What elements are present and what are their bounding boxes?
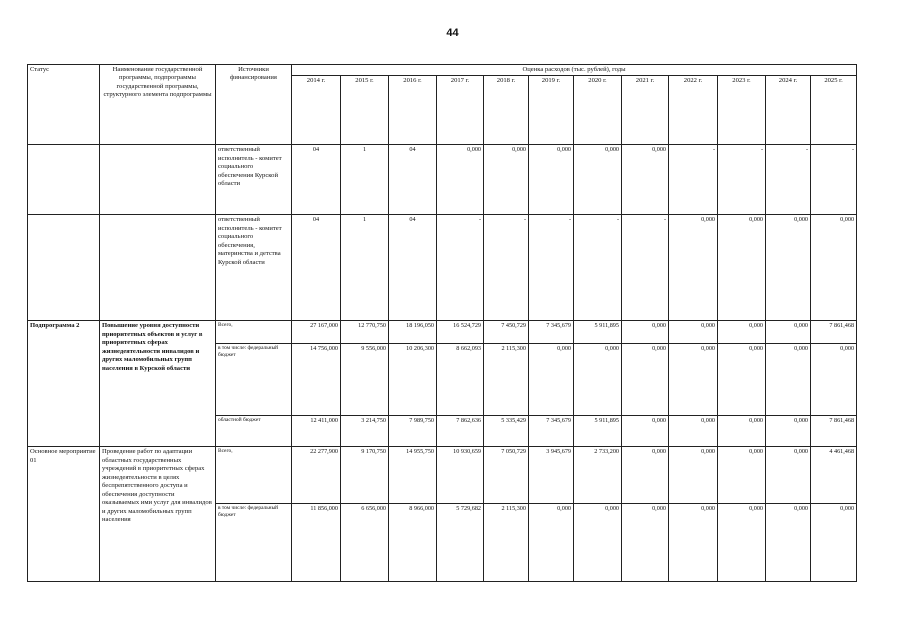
value-cell: 1 xyxy=(341,215,389,321)
value-cell: - xyxy=(574,215,622,321)
source-cell: в том числе: федеральный бюджет xyxy=(216,504,292,582)
status-cell: Подпрограмма 2 xyxy=(28,321,100,447)
value-cell: 0,000 xyxy=(766,447,811,504)
status-cell: Основное мероприятие 01 xyxy=(28,447,100,582)
value-cell: 0,000 xyxy=(718,504,766,582)
value-cell: 0,000 xyxy=(669,321,718,344)
main_event-row xyxy=(28,447,857,504)
value-cell: 04 xyxy=(389,215,437,321)
value-cell: 2 733,200 xyxy=(574,447,622,504)
executor-row xyxy=(28,145,857,215)
source-cell: Всего, xyxy=(216,447,292,504)
value-cell: 0,000 xyxy=(718,215,766,321)
value-cell: 8 966,000 xyxy=(389,504,437,582)
year-header: 2018 г. xyxy=(484,76,529,145)
value-cell: 14 756,000 xyxy=(292,344,341,416)
value-cell: 7 861,468 xyxy=(811,321,857,344)
value-cell: 27 167,000 xyxy=(292,321,341,344)
value-cell: - xyxy=(811,145,857,215)
name-cell: Проведение работ по адаптации областных государственных учреждений в приоритетных сферах жизнедеятельности в целях беспрепятственного доступа и обеспечения доступности оказываемых ими услуг для инвалидов и других маломобильных групп населения xyxy=(100,447,216,582)
value-cell: 10 930,659 xyxy=(437,447,484,504)
value-cell: 0,000 xyxy=(669,344,718,416)
year-header: 2015 г. xyxy=(341,76,389,145)
value-cell: 9 556,000 xyxy=(341,344,389,416)
value-cell: 5 911,895 xyxy=(574,416,622,447)
year-header: 2014 г. xyxy=(292,76,341,145)
value-cell: 5 911,895 xyxy=(574,321,622,344)
value-cell: 0,000 xyxy=(622,321,669,344)
value-cell: 0,000 xyxy=(766,504,811,582)
source-cell: Всего, xyxy=(216,321,292,344)
year-header: 2019 г. xyxy=(529,76,574,145)
value-cell: 0,000 xyxy=(574,145,622,215)
status-cell xyxy=(28,215,100,321)
value-cell: 5 335,429 xyxy=(484,416,529,447)
estimate-header: Оценка расходов (тыс. рублей), годы xyxy=(292,65,857,76)
value-cell: 18 196,050 xyxy=(389,321,437,344)
value-cell: 14 955,750 xyxy=(389,447,437,504)
value-cell: 0,000 xyxy=(669,504,718,582)
value-cell: 0,000 xyxy=(718,447,766,504)
value-cell: 0,000 xyxy=(811,344,857,416)
value-cell: - xyxy=(718,145,766,215)
value-cell: 0,000 xyxy=(669,447,718,504)
value-cell: 9 170,750 xyxy=(341,447,389,504)
year-header: 2020 г. xyxy=(574,76,622,145)
value-cell: 3 214,750 xyxy=(341,416,389,447)
value-cell: 0,000 xyxy=(622,447,669,504)
source-cell: ответственный исполнитель - комитет социального обеспечения, материнства и детства Курской области xyxy=(216,215,292,321)
value-cell: 0,000 xyxy=(574,344,622,416)
value-cell: 7 861,468 xyxy=(811,416,857,447)
value-cell: 7 345,679 xyxy=(529,321,574,344)
value-cell: 2 115,300 xyxy=(484,504,529,582)
year-header: 2021 г. xyxy=(622,76,669,145)
value-cell: 0,000 xyxy=(622,145,669,215)
value-cell: 1 xyxy=(341,145,389,215)
value-cell: - xyxy=(529,215,574,321)
value-cell: 3 945,679 xyxy=(529,447,574,504)
name-cell: Повышение уровня доступности приоритетных объектов и услуг в приоритетных сферах жизнедеятельности инвалидов и других маломобильных групп населения в Курской области xyxy=(100,321,216,447)
page-number: 44 xyxy=(446,27,459,39)
value-cell: 0,000 xyxy=(718,321,766,344)
value-cell: 0,000 xyxy=(669,215,718,321)
status-header: Статус xyxy=(28,65,100,145)
year-header: 2022 г. xyxy=(669,76,718,145)
value-cell: 10 206,300 xyxy=(389,344,437,416)
value-cell: 0,000 xyxy=(766,344,811,416)
year-header: 2024 г. xyxy=(766,76,811,145)
year-header: 2023 г. xyxy=(718,76,766,145)
value-cell: 0,000 xyxy=(718,416,766,447)
value-cell: 7 450,729 xyxy=(484,321,529,344)
value-cell: 22 277,900 xyxy=(292,447,341,504)
value-cell: - xyxy=(484,215,529,321)
value-cell: 0,000 xyxy=(484,145,529,215)
value-cell: - xyxy=(669,145,718,215)
value-cell: 12 770,750 xyxy=(341,321,389,344)
value-cell: 0,000 xyxy=(766,416,811,447)
value-cell: 0,000 xyxy=(766,215,811,321)
executor-row xyxy=(28,215,857,321)
value-cell: 6 656,000 xyxy=(341,504,389,582)
name-cell xyxy=(100,145,216,215)
value-cell: 04 xyxy=(389,145,437,215)
value-cell: 0,000 xyxy=(622,504,669,582)
value-cell: 5 729,682 xyxy=(437,504,484,582)
subprogram-row xyxy=(28,321,857,344)
value-cell: - xyxy=(622,215,669,321)
year-header: 2016 г. xyxy=(389,76,437,145)
value-cell: 12 411,000 xyxy=(292,416,341,447)
status-cell xyxy=(28,145,100,215)
value-cell: 0,000 xyxy=(718,344,766,416)
value-cell: 0,000 xyxy=(437,145,484,215)
value-cell: 04 xyxy=(292,215,341,321)
value-cell: 0,000 xyxy=(811,215,857,321)
value-cell: 11 856,000 xyxy=(292,504,341,582)
value-cell: 7 050,729 xyxy=(484,447,529,504)
value-cell: 04 xyxy=(292,145,341,215)
name-cell xyxy=(100,215,216,321)
header-row xyxy=(28,65,857,76)
value-cell: 0,000 xyxy=(622,344,669,416)
value-cell: 2 115,300 xyxy=(484,344,529,416)
value-cell: 0,000 xyxy=(529,145,574,215)
source-cell: ответственный исполнитель - комитет социального обеспечения Курской области xyxy=(216,145,292,215)
source-cell: в том числе: федеральный бюджет xyxy=(216,344,292,416)
value-cell: 0,000 xyxy=(669,416,718,447)
value-cell: 4 461,468 xyxy=(811,447,857,504)
value-cell: 0,000 xyxy=(622,416,669,447)
sources-header: Источники финансирования xyxy=(216,65,292,145)
budget-table xyxy=(27,64,857,582)
value-cell: - xyxy=(437,215,484,321)
value-cell: 0,000 xyxy=(574,504,622,582)
year-header: 2017 г. xyxy=(437,76,484,145)
value-cell: 7 989,750 xyxy=(389,416,437,447)
value-cell: 0,000 xyxy=(529,504,574,582)
value-cell: - xyxy=(766,145,811,215)
value-cell: 0,000 xyxy=(766,321,811,344)
value-cell: 8 662,093 xyxy=(437,344,484,416)
value-cell: 0,000 xyxy=(811,504,857,582)
value-cell: 16 524,729 xyxy=(437,321,484,344)
value-cell: 7 862,636 xyxy=(437,416,484,447)
value-cell: 7 345,679 xyxy=(529,416,574,447)
year-header: 2025 г. xyxy=(811,76,857,145)
value-cell: 0,000 xyxy=(529,344,574,416)
name-header: Наименование государственной программы, подпрограммы государственной программы, структурного элемента подпрограммы xyxy=(100,65,216,145)
source-cell: областной бюджет xyxy=(216,416,292,447)
